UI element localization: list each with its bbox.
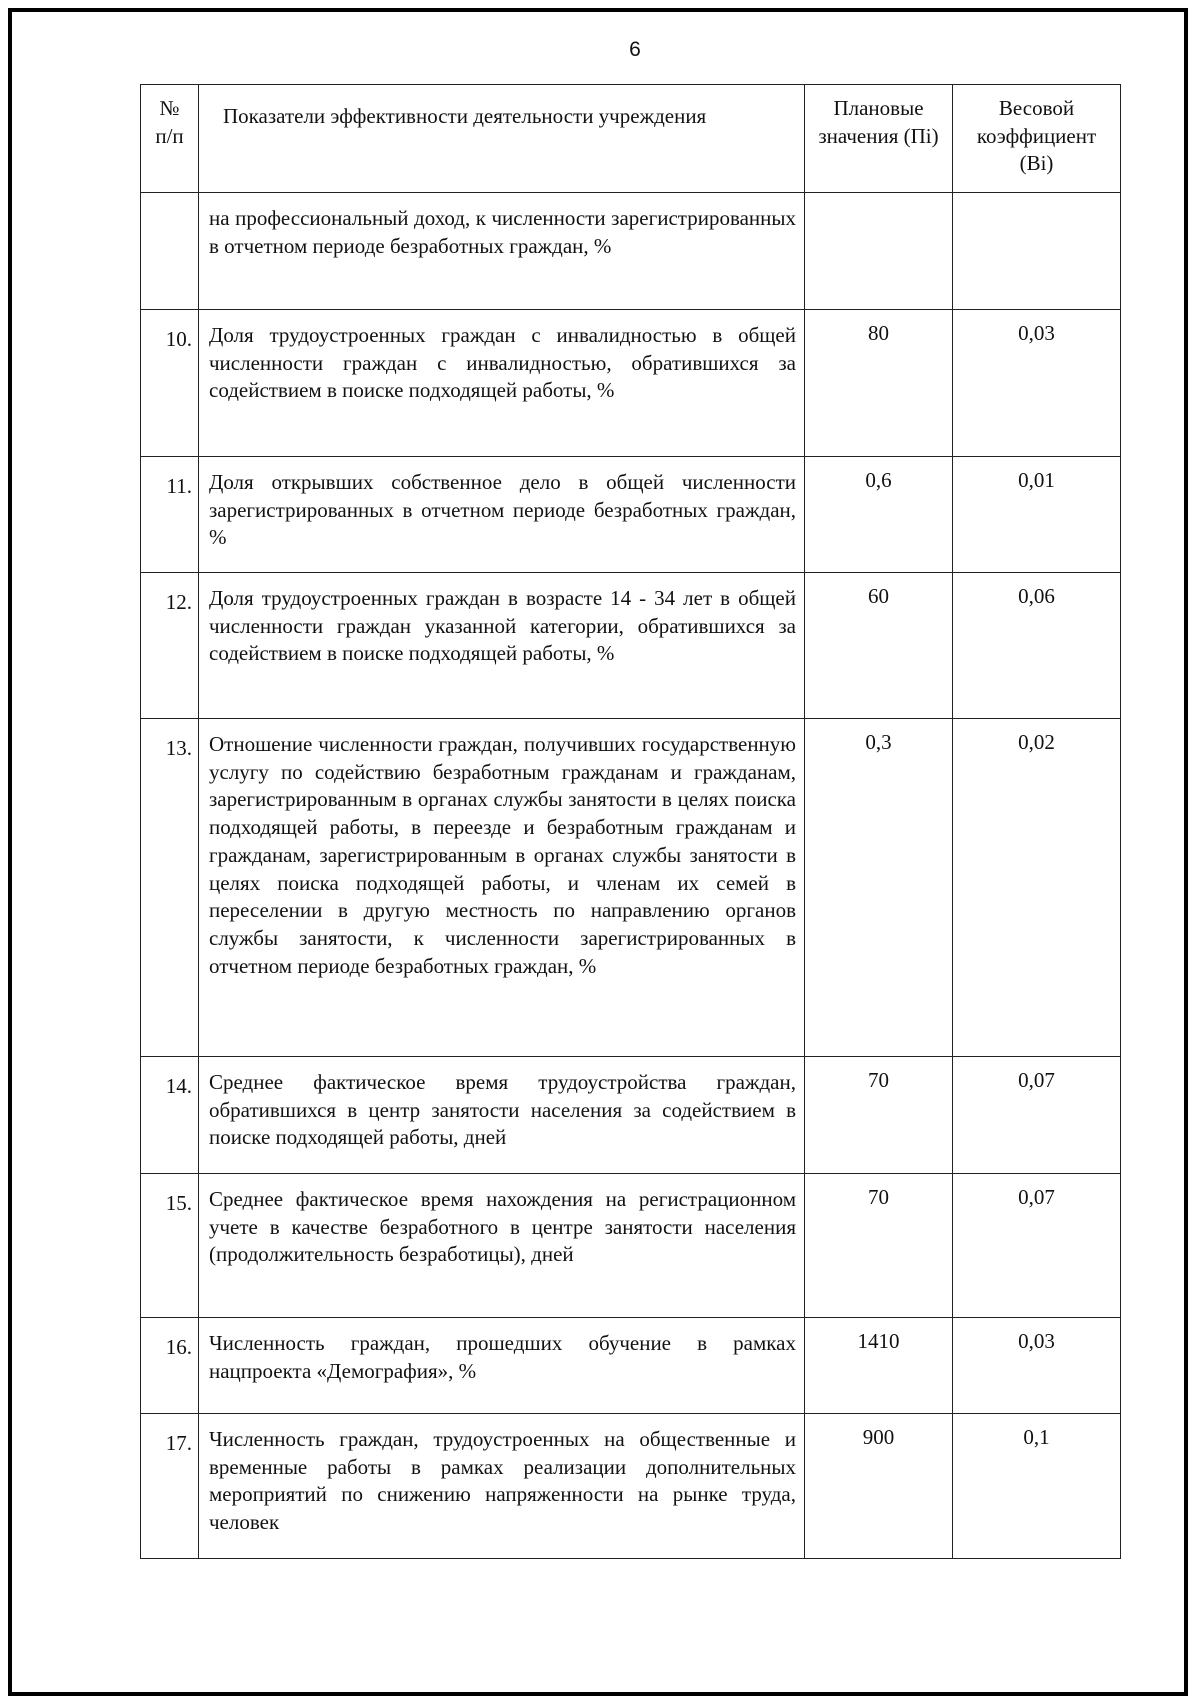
row-indicator: Доля трудоустроенных граждан в возрасте 14 - 34 лет в общей численности граждан указанной категории, обратившихся за содействием в поиске подходящей работы, % xyxy=(199,573,805,719)
row-planned-value: 1410 xyxy=(805,1318,953,1414)
row-number: 10. xyxy=(141,310,199,457)
row-weight-value: 0,1 xyxy=(953,1414,1121,1559)
row-number: 11. xyxy=(141,457,199,573)
table-row xyxy=(141,310,1121,457)
table-header-row xyxy=(141,85,1121,193)
row-indicator: Отношение численности граждан, получивших государственную услугу по содействию безработным гражданам и гражданам, зарегистрированным в органах службы занятости в целях поиска подходящей работы, в переезде и безработным гражданам и гражданам, зарегистрированным в органах службы занятости в целях поиска подходящей работы, и членам их семей в переселении в другую местность по направлению органов службы занятости, к численности зарегистрированных в отчетном периоде безработных граждан, % xyxy=(199,719,805,1057)
table-row xyxy=(141,457,1121,573)
row-number: 17. xyxy=(141,1414,199,1559)
header-num: № п/п xyxy=(141,85,199,193)
indicators-table xyxy=(140,84,1121,1559)
row-weight-value: 0,07 xyxy=(953,1057,1121,1174)
row-weight-value: 0,02 xyxy=(953,719,1121,1057)
row-planned-value: 70 xyxy=(805,1174,953,1318)
row-planned-value: 900 xyxy=(805,1414,953,1559)
row-weight-value: 0,06 xyxy=(953,573,1121,719)
row-number: 12. xyxy=(141,573,199,719)
header-indicator: Показатели эффективности деятельности учреждения xyxy=(199,85,805,193)
row-number: 13. xyxy=(141,719,199,1057)
header-planned: Плановые значения (Пi) xyxy=(805,85,953,193)
row-indicator: Среднее фактическое время трудоустройства граждан, обратившихся в центр занятости населения за содействием в поиске подходящей работы, дней xyxy=(199,1057,805,1174)
page-number: 6 xyxy=(629,38,641,61)
table-row xyxy=(141,573,1121,719)
table-row xyxy=(141,1057,1121,1174)
table-row xyxy=(141,193,1121,310)
row-planned-value: 0,6 xyxy=(805,457,953,573)
table-row xyxy=(141,1174,1121,1318)
row-indicator: Численность граждан, прошедших обучение в рамках нацпроекта «Демография», % xyxy=(199,1318,805,1414)
row-weight-value: 0,03 xyxy=(953,1318,1121,1414)
row-planned-value xyxy=(805,193,953,310)
table-row xyxy=(141,719,1121,1057)
table-row xyxy=(141,1318,1121,1414)
row-number: 16. xyxy=(141,1318,199,1414)
row-planned-value: 80 xyxy=(805,310,953,457)
row-indicator: на профессиональный доход, к численности зарегистрированных в отчетном периоде безработных граждан, % xyxy=(199,193,805,310)
row-weight-value: 0,07 xyxy=(953,1174,1121,1318)
table-row xyxy=(141,1414,1121,1559)
row-number xyxy=(141,193,199,310)
header-weight: Весовой коэффициент (Bi) xyxy=(953,85,1121,193)
row-planned-value: 60 xyxy=(805,573,953,719)
row-planned-value: 0,3 xyxy=(805,719,953,1057)
row-weight-value: 0,03 xyxy=(953,310,1121,457)
row-indicator: Доля открывших собственное дело в общей численности зарегистрированных в отчетном периоде безработных граждан, % xyxy=(199,457,805,573)
row-weight-value: 0,01 xyxy=(953,457,1121,573)
row-number: 15. xyxy=(141,1174,199,1318)
row-indicator: Доля трудоустроенных граждан с инвалидностью в общей численности граждан с инвалидностью, обратившихся за содействием в поиске подходящей работы, % xyxy=(199,310,805,457)
row-weight-value xyxy=(953,193,1121,310)
row-planned-value: 70 xyxy=(805,1057,953,1174)
row-indicator: Среднее фактическое время нахождения на регистрационном учете в качестве безработного в центре занятости населения (продолжительность безработицы), дней xyxy=(199,1174,805,1318)
row-number: 14. xyxy=(141,1057,199,1174)
row-indicator: Численность граждан, трудоустроенных на общественные и временные работы в рамках реализации дополнительных мероприятий по снижению напряженности на рынке труда, человек xyxy=(199,1414,805,1559)
